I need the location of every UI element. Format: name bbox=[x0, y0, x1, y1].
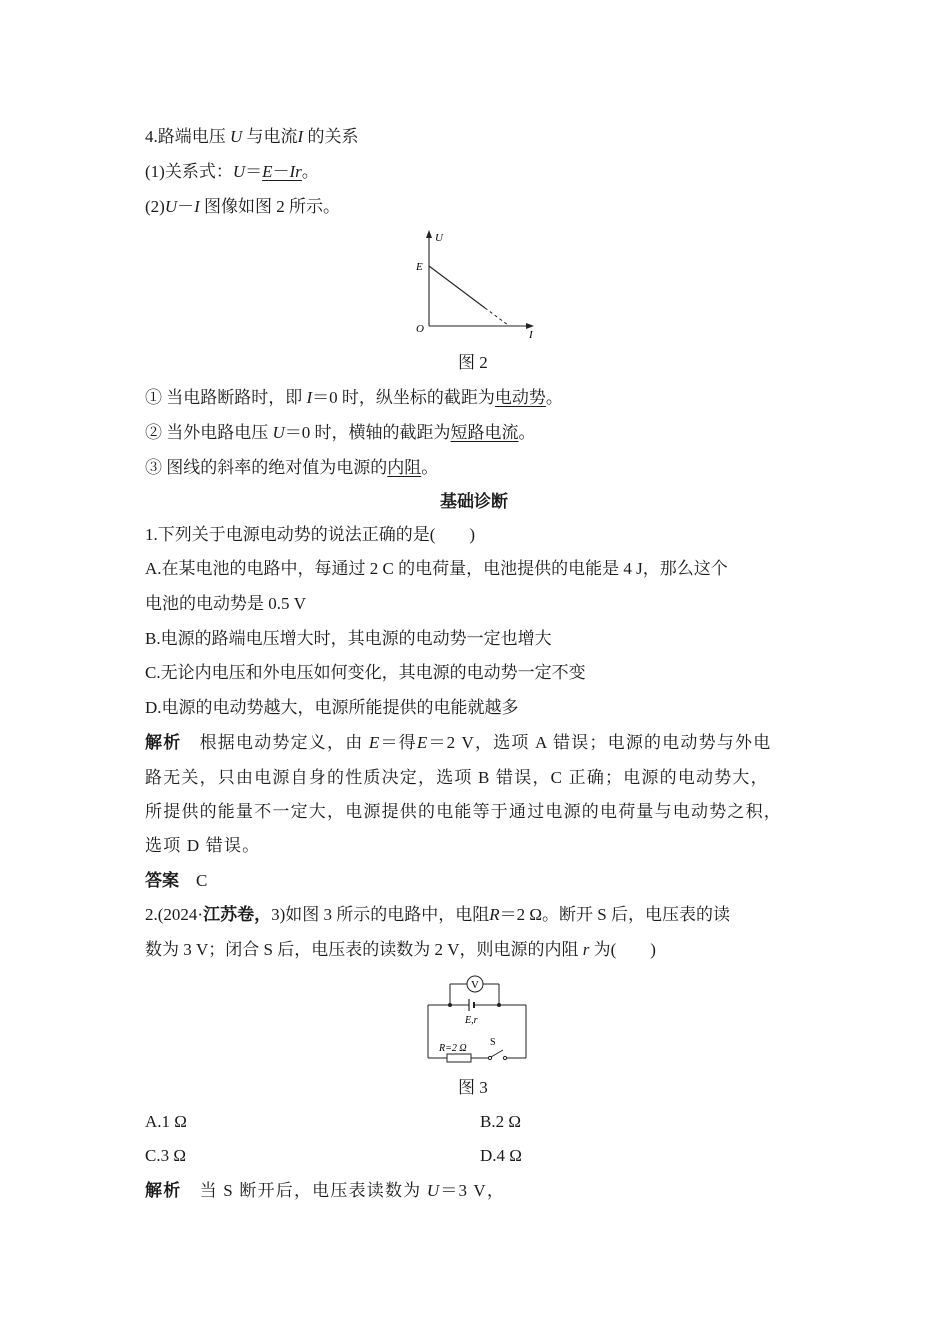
item-number: (2) bbox=[145, 197, 165, 216]
ui-line-solid bbox=[429, 266, 485, 308]
junction-left bbox=[448, 1003, 452, 1007]
resistor-icon bbox=[447, 1054, 471, 1062]
point-text: ① 当电路断路时，即 bbox=[145, 388, 303, 407]
figure-2-caption: 图 2 bbox=[458, 353, 488, 372]
axis-label-I: I bbox=[529, 329, 533, 341]
origin-label: O bbox=[416, 323, 424, 335]
q1-option-c: C.无论内电压和外电压如何变化，其电源的电动势一定不变 bbox=[145, 663, 586, 682]
ui-line-dashed bbox=[485, 308, 508, 325]
heading-text: 与电流 bbox=[246, 127, 298, 146]
symbol-I: I bbox=[306, 388, 313, 407]
q1-option-a-line1: A.在某电池的电路中，每通过 2 C 的电荷量，电池提供的电能是 4 J，那么这个 bbox=[145, 559, 728, 578]
section-title: 基础诊断 bbox=[440, 492, 508, 511]
analysis-text: ＝3 V， bbox=[440, 1181, 506, 1200]
axis-label-U: U bbox=[435, 232, 443, 244]
switch-label: S bbox=[490, 1037, 496, 1048]
symbol-r: r bbox=[582, 940, 590, 959]
ui-graph-figure bbox=[405, 228, 550, 346]
q2-option-c: C.3 Ω bbox=[145, 1146, 186, 1165]
symbol-U: U bbox=[426, 1181, 441, 1200]
analysis-text: ＝2 V，选项 A 错误；电源的电动势与外电 bbox=[428, 733, 772, 752]
q2-option-d: D.4 Ω bbox=[480, 1146, 522, 1165]
symbol-I: I bbox=[297, 127, 304, 146]
figure-3-caption: 图 3 bbox=[458, 1078, 488, 1097]
period: 。 bbox=[301, 162, 319, 181]
analysis-text: 根据电动势定义，由 bbox=[199, 733, 364, 752]
q1-analysis-line4: 选项 D 错误。 bbox=[145, 836, 261, 855]
symbol-I: I bbox=[194, 197, 200, 216]
q2-stem-text: 3)如图 3 所示的电路中，电阻 bbox=[271, 905, 490, 924]
symbol-R: R bbox=[489, 905, 500, 924]
symbol-E: E bbox=[262, 162, 273, 181]
q2-source-year: 2.(2024· bbox=[145, 905, 204, 924]
point-3 bbox=[145, 457, 438, 479]
point-text: ② 当外电路电压 bbox=[145, 423, 269, 442]
battery-label: E,r bbox=[465, 1015, 478, 1026]
answer-emf: 电动势 bbox=[494, 388, 546, 407]
q2-source-exam: 江苏卷， bbox=[203, 905, 272, 924]
analysis-text: ＝得 bbox=[380, 733, 417, 752]
q2-option-b: B.2 Ω bbox=[480, 1112, 521, 1131]
period: 。 bbox=[421, 458, 439, 477]
symbol-E: E bbox=[368, 733, 381, 752]
point-text: ＝0 时，横轴的截距为 bbox=[284, 423, 451, 442]
analysis-text: 当 S 断开后，电压表读数为 bbox=[199, 1181, 422, 1200]
symbol-E: E bbox=[416, 733, 429, 752]
switch-contact-right bbox=[503, 1056, 506, 1059]
q1-analysis-line2: 路无关，只由电源自身的性质决定，选项 B 错误，C 正确；电源的电动势大， bbox=[145, 768, 769, 787]
resistor-label: R=2 Ω bbox=[439, 1043, 467, 1054]
dash: － bbox=[177, 197, 195, 216]
symbol-U: U bbox=[232, 162, 246, 181]
answer-short-circuit-current: 短路电流 bbox=[450, 423, 519, 442]
heading-text: 的关系 bbox=[307, 127, 359, 146]
analysis-label: 解析 bbox=[145, 1181, 182, 1200]
intercept-label-E: E bbox=[416, 261, 423, 273]
point-1 bbox=[145, 387, 563, 409]
switch-lever bbox=[491, 1050, 503, 1057]
equals-sign: ＝ bbox=[245, 162, 263, 181]
q1-option-a-line2: 电池的电动势是 0.5 V bbox=[145, 594, 307, 613]
answer-value: C bbox=[196, 871, 208, 890]
q2-analysis-line1 bbox=[145, 1180, 505, 1202]
period: 。 bbox=[545, 388, 563, 407]
minus-sign: － bbox=[272, 162, 290, 181]
symbol-Ir: Ir bbox=[289, 162, 302, 181]
junction-right bbox=[497, 1003, 501, 1007]
circuit-figure bbox=[425, 968, 530, 1066]
section-heading bbox=[145, 126, 358, 148]
symbol-U: U bbox=[272, 423, 285, 442]
point-text: ③ 图线的斜率的绝对值为电源的 bbox=[145, 458, 388, 477]
voltmeter-label: V bbox=[471, 979, 479, 991]
point-text: ＝0 时，纵坐标的截距为 bbox=[312, 388, 495, 407]
q1-analysis-line3: 所提供的能量不一定大，电源提供的电能等于通过电源的电荷量与电动势之积， bbox=[145, 802, 782, 821]
q2-stem-line1 bbox=[145, 904, 730, 926]
q1-option-d: D.电源的电动势越大，电源所能提供的电能就越多 bbox=[145, 698, 519, 717]
point-2 bbox=[145, 422, 536, 444]
analysis-label: 解析 bbox=[145, 733, 182, 752]
relation-formula-line bbox=[145, 161, 319, 183]
q2-stem-text: 为( ) bbox=[593, 940, 656, 959]
q1-answer-line bbox=[145, 870, 207, 892]
heading-text: 4.路端电压 bbox=[145, 127, 226, 146]
q1-option-b: B.电源的路端电压增大时，其电源的电动势一定也增大 bbox=[145, 629, 552, 648]
period: 。 bbox=[518, 423, 536, 442]
q2-stem-line2 bbox=[145, 939, 656, 961]
answer-internal-resistance: 内阻 bbox=[387, 458, 422, 477]
q2-stem-text: ＝2 Ω。断开 S 后，电压表的读 bbox=[499, 905, 730, 924]
answer-label: 答案 bbox=[145, 871, 179, 890]
formula-label: (1)关系式： bbox=[145, 162, 233, 181]
symbol-U: U bbox=[230, 127, 243, 146]
graph-intro-line bbox=[145, 196, 340, 218]
symbol-U: U bbox=[164, 197, 178, 216]
q2-stem-text: 数为 3 V；闭合 S 后，电压表的读数为 2 V，则电源的内阻 bbox=[145, 940, 579, 959]
q1-stem: 1.下列关于电源电动势的说法正确的是( ) bbox=[145, 525, 476, 544]
q2-option-a: A.1 Ω bbox=[145, 1112, 187, 1131]
y-axis-arrow bbox=[426, 230, 432, 238]
graph-intro-text: 图像如图 2 所示。 bbox=[204, 197, 341, 216]
q1-analysis-line1 bbox=[145, 732, 771, 754]
